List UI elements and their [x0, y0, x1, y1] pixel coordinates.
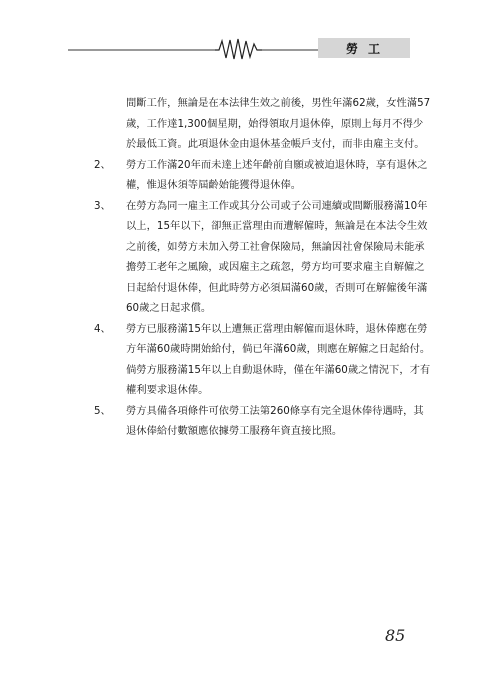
list-item-4 [94, 319, 432, 401]
list-number: 5、 [94, 404, 111, 417]
list-number: 4、 [94, 322, 111, 335]
paragraph-text: 在勞方為同一雇主工作或其分公司或子公司連續或間斷服務滿10年以上，15年以下，卻無正當理由而遭解僱時，無論是在本法令生效之前後，如勞方未加入勞工社會保險局，無論因社會保險局未能承擔勞工老年之風險，或因雇主之疏忽，勞方均可要求雇主自解僱之日起給付退休俸，但此時勞方必須屆滿60歲，否則可在解僱後年滿60歲之日起求償。 [126, 199, 428, 314]
paragraph-text: 勞方已服務滿15年以上遭無正當理由解僱而退休時，退休俸應在勞方年滿60歲時開始給付，倘已年滿60歲，則應在解僱之日起給付。倘勞方服務滿15年以上自動退休時，僅在年滿60歲之情況下，才有權利要求退休俸。 [126, 322, 431, 396]
list-item-5 [94, 401, 432, 442]
running-header [0, 34, 480, 64]
body-text [94, 93, 432, 442]
list-number: 2、 [94, 158, 111, 171]
paragraph-text: 勞方工作滿20年而未達上述年齡前自願或被迫退休時，享有退休之權，惟退休須等屆齡始能獲得退休俸。 [126, 158, 428, 191]
section-tab [318, 38, 410, 58]
heartbeat-wave-icon [215, 39, 262, 59]
section-label: 勞工 [345, 41, 390, 56]
list-item-2 [94, 155, 432, 196]
page-number: 85 [385, 626, 406, 645]
list-number: 3、 [94, 199, 111, 212]
list-item-3 [94, 196, 432, 319]
paragraph-text: 勞方具備各項條件可依勞工法第260條享有完全退休俸待遇時，其退休俸給付數額應依據勞工服務年資直接比照。 [126, 404, 424, 437]
paragraph-text: 間斷工作，無論是在本法律生效之前後，男性年滿62歲，女性滿57歲，工作達1,300個星期，始得領取月退休俸，原則上每月不得少於最低工資。此項退休金由退休基金帳戶支付，而非由雇主支付。 [126, 97, 431, 150]
paragraph-continuation [108, 93, 432, 155]
